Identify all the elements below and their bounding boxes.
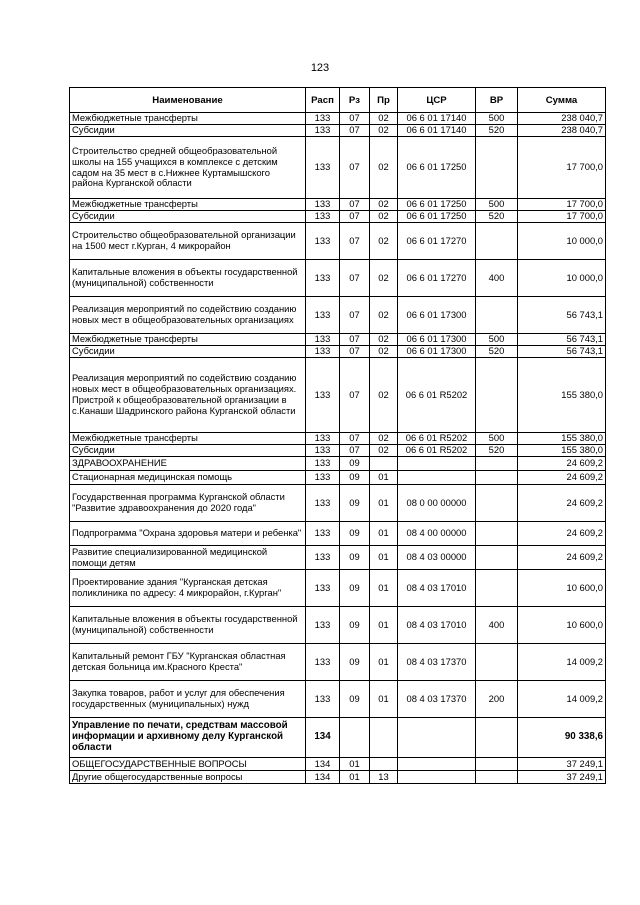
table-row (70, 334, 606, 346)
cell-rz: 09 (340, 570, 370, 607)
cell-rz: 01 (340, 758, 370, 771)
cell-rz: 07 (340, 199, 370, 211)
cell-rasp: 133 (306, 546, 340, 570)
cell-csr: 06 6 01 R5202 (398, 433, 476, 445)
cell-rz: 07 (340, 113, 370, 125)
cell-vr (476, 546, 518, 570)
cell-vr: 520 (476, 211, 518, 223)
cell-name: Подпрограмма "Охрана здоровья матери и ребенка" (70, 522, 306, 546)
table-row (70, 471, 606, 485)
table-row (70, 137, 606, 199)
cell-rasp: 133 (306, 644, 340, 681)
cell-sum: 24 609,2 (518, 522, 606, 546)
cell-name: Капитальные вложения в объекты государственной (муниципальной) собственности (70, 607, 306, 644)
cell-rasp: 133 (306, 681, 340, 718)
table-row (70, 260, 606, 297)
cell-csr (398, 771, 476, 784)
cell-vr: 520 (476, 125, 518, 137)
cell-name: Субсидии (70, 211, 306, 223)
cell-sum: 56 743,1 (518, 346, 606, 358)
header-csr: ЦСР (398, 88, 476, 113)
header-rasp: Расп (306, 88, 340, 113)
cell-sum: 56 743,1 (518, 334, 606, 346)
cell-pr: 13 (370, 771, 398, 784)
cell-pr: 02 (370, 433, 398, 445)
cell-rasp: 133 (306, 137, 340, 199)
cell-csr: 06 6 01 17140 (398, 125, 476, 137)
cell-name: Другие общегосударственные вопросы (70, 771, 306, 784)
cell-pr: 02 (370, 125, 398, 137)
cell-csr: 06 6 01 17270 (398, 223, 476, 260)
cell-sum: 17 700,0 (518, 137, 606, 199)
cell-vr (476, 570, 518, 607)
cell-rz: 07 (340, 346, 370, 358)
cell-name: ЗДРАВООХРАНЕНИЕ (70, 457, 306, 471)
cell-vr (476, 457, 518, 471)
cell-rasp: 133 (306, 570, 340, 607)
cell-vr (476, 137, 518, 199)
cell-sum: 17 700,0 (518, 211, 606, 223)
cell-sum: 24 609,2 (518, 546, 606, 570)
table-row (70, 125, 606, 137)
cell-sum: 238 040,7 (518, 125, 606, 137)
cell-name: Закупка товаров, работ и услуг для обеспечения государственных (муниципальных) нужд (70, 681, 306, 718)
cell-rasp: 133 (306, 358, 340, 433)
cell-sum: 14 009,2 (518, 644, 606, 681)
cell-rz: 07 (340, 358, 370, 433)
cell-csr: 06 6 01 17250 (398, 211, 476, 223)
cell-rz: 09 (340, 471, 370, 485)
cell-rz: 09 (340, 457, 370, 471)
cell-pr: 01 (370, 607, 398, 644)
cell-sum: 155 380,0 (518, 358, 606, 433)
header-sum: Сумма (518, 88, 606, 113)
cell-rz: 07 (340, 125, 370, 137)
cell-sum: 155 380,0 (518, 433, 606, 445)
cell-csr: 08 4 03 00000 (398, 546, 476, 570)
cell-pr: 01 (370, 485, 398, 522)
cell-csr (398, 758, 476, 771)
cell-vr (476, 471, 518, 485)
cell-rz: 09 (340, 607, 370, 644)
cell-name: Проектирование здания "Курганская детская поликлиника по адресу: 4 микрорайон, г.Курган" (70, 570, 306, 607)
table-row (70, 681, 606, 718)
cell-vr (476, 522, 518, 546)
table-row (70, 223, 606, 260)
cell-sum: 24 609,2 (518, 457, 606, 471)
cell-name: Капитальный ремонт ГБУ "Курганская областная детская больница им.Красного Креста" (70, 644, 306, 681)
cell-vr: 400 (476, 607, 518, 644)
cell-sum: 37 249,1 (518, 758, 606, 771)
cell-pr: 02 (370, 223, 398, 260)
cell-name: Субсидии (70, 346, 306, 358)
cell-rz: 07 (340, 433, 370, 445)
cell-rasp: 134 (306, 758, 340, 771)
cell-rz: 07 (340, 137, 370, 199)
table-row (70, 445, 606, 457)
cell-vr (476, 485, 518, 522)
page-number: 123 (310, 62, 330, 74)
table-row (70, 570, 606, 607)
table-row (70, 522, 606, 546)
cell-vr (476, 758, 518, 771)
cell-vr (476, 358, 518, 433)
cell-name: Реализация мероприятий по содействию созданию новых мест в общеобразовательных организациях. Пристрой к общеобразовательной организации в с.Канаши Шадринского района Курганской области (70, 358, 306, 433)
cell-pr: 02 (370, 199, 398, 211)
cell-name: Развитие специализированной медицинской помощи детям (70, 546, 306, 570)
cell-vr (476, 644, 518, 681)
cell-pr (370, 758, 398, 771)
cell-csr: 08 0 00 00000 (398, 485, 476, 522)
cell-rasp: 133 (306, 485, 340, 522)
cell-csr (398, 718, 476, 758)
cell-name: Межбюджетные трансферты (70, 199, 306, 211)
cell-csr: 08 4 03 17010 (398, 607, 476, 644)
cell-name: Стационарная медицинская помощь (70, 471, 306, 485)
cell-pr (370, 718, 398, 758)
cell-csr: 08 4 03 17370 (398, 681, 476, 718)
cell-csr: 06 6 01 17250 (398, 199, 476, 211)
cell-vr: 200 (476, 681, 518, 718)
budget-table (69, 87, 606, 784)
cell-rasp: 133 (306, 445, 340, 457)
cell-rz: 09 (340, 644, 370, 681)
table-row (70, 457, 606, 471)
cell-pr: 01 (370, 471, 398, 485)
cell-rasp: 133 (306, 471, 340, 485)
cell-csr: 08 4 00 00000 (398, 522, 476, 546)
cell-csr: 06 6 01 17300 (398, 346, 476, 358)
header-pr: Пр (370, 88, 398, 113)
cell-rz (340, 718, 370, 758)
table-row (70, 644, 606, 681)
cell-sum: 10 000,0 (518, 260, 606, 297)
cell-rasp: 134 (306, 718, 340, 758)
cell-rasp: 133 (306, 297, 340, 334)
cell-csr (398, 471, 476, 485)
cell-sum: 10 600,0 (518, 607, 606, 644)
cell-pr: 02 (370, 137, 398, 199)
cell-sum: 10 000,0 (518, 223, 606, 260)
cell-csr (398, 457, 476, 471)
cell-pr: 01 (370, 681, 398, 718)
cell-rz: 07 (340, 445, 370, 457)
cell-rasp: 133 (306, 211, 340, 223)
cell-rz: 09 (340, 522, 370, 546)
cell-rz: 09 (340, 681, 370, 718)
cell-sum: 10 600,0 (518, 570, 606, 607)
cell-name: Управление по печати, средствам массовой информации и архивному делу Курганской области (70, 718, 306, 758)
cell-rasp: 134 (306, 771, 340, 784)
cell-rasp: 133 (306, 199, 340, 211)
cell-vr: 500 (476, 113, 518, 125)
cell-vr: 400 (476, 260, 518, 297)
cell-pr (370, 457, 398, 471)
cell-rasp: 133 (306, 125, 340, 137)
cell-rz: 01 (340, 771, 370, 784)
cell-name: Строительство средней общеобразовательной школы на 155 учащихся в комплексе с детским садом на 35 мест в с.Нижнее Куртамышского района Курганской области (70, 137, 306, 199)
cell-pr: 02 (370, 297, 398, 334)
cell-name: Субсидии (70, 125, 306, 137)
cell-pr: 01 (370, 570, 398, 607)
table-row (70, 199, 606, 211)
cell-vr: 500 (476, 334, 518, 346)
table-header-row (70, 88, 606, 113)
cell-csr: 08 4 03 17370 (398, 644, 476, 681)
table-row (70, 607, 606, 644)
cell-rasp: 133 (306, 223, 340, 260)
cell-sum: 24 609,2 (518, 471, 606, 485)
cell-pr: 02 (370, 260, 398, 297)
table-row (70, 358, 606, 433)
cell-name: Строительство общеобразовательной организации на 1500 мест г.Курган, 4 микрорайон (70, 223, 306, 260)
cell-pr: 02 (370, 445, 398, 457)
cell-rasp: 133 (306, 522, 340, 546)
cell-rasp: 133 (306, 113, 340, 125)
cell-sum: 17 700,0 (518, 199, 606, 211)
cell-name: Межбюджетные трансферты (70, 433, 306, 445)
table-row (70, 211, 606, 223)
cell-rasp: 133 (306, 334, 340, 346)
table-row (70, 758, 606, 771)
cell-rasp: 133 (306, 607, 340, 644)
cell-name: Субсидии (70, 445, 306, 457)
table-row (70, 113, 606, 125)
header-rz: Рз (340, 88, 370, 113)
cell-csr: 06 6 01 17270 (398, 260, 476, 297)
cell-vr: 520 (476, 346, 518, 358)
cell-sum: 24 609,2 (518, 485, 606, 522)
table-row (70, 346, 606, 358)
cell-name: Межбюджетные трансферты (70, 334, 306, 346)
cell-pr: 01 (370, 644, 398, 681)
cell-vr: 500 (476, 199, 518, 211)
cell-pr: 02 (370, 334, 398, 346)
cell-sum: 56 743,1 (518, 297, 606, 334)
cell-rasp: 133 (306, 260, 340, 297)
cell-rasp: 133 (306, 433, 340, 445)
cell-pr: 02 (370, 211, 398, 223)
table-row (70, 546, 606, 570)
cell-name: ОБЩЕГОСУДАРСТВЕННЫЕ ВОПРОСЫ (70, 758, 306, 771)
cell-name: Государственная программа Курганской области "Развитие здравоохранения до 2020 года" (70, 485, 306, 522)
cell-rasp: 133 (306, 346, 340, 358)
cell-pr: 02 (370, 358, 398, 433)
cell-csr: 06 6 01 17300 (398, 297, 476, 334)
table-row (70, 718, 606, 758)
cell-vr: 520 (476, 445, 518, 457)
cell-pr: 02 (370, 113, 398, 125)
cell-vr (476, 718, 518, 758)
cell-name: Межбюджетные трансферты (70, 113, 306, 125)
cell-csr: 06 6 01 17300 (398, 334, 476, 346)
table-row (70, 297, 606, 334)
cell-rz: 07 (340, 297, 370, 334)
cell-pr: 01 (370, 522, 398, 546)
table-row (70, 485, 606, 522)
cell-vr (476, 771, 518, 784)
cell-rz: 09 (340, 485, 370, 522)
cell-rz: 07 (340, 260, 370, 297)
cell-vr: 500 (476, 433, 518, 445)
cell-sum: 14 009,2 (518, 681, 606, 718)
cell-vr (476, 297, 518, 334)
cell-csr: 06 6 01 17140 (398, 113, 476, 125)
cell-name: Реализация мероприятий по содействию созданию новых мест в общеобразовательных организациях (70, 297, 306, 334)
cell-rasp: 133 (306, 457, 340, 471)
table-row (70, 433, 606, 445)
table-body (70, 113, 606, 784)
cell-rz: 07 (340, 223, 370, 260)
cell-sum: 37 249,1 (518, 771, 606, 784)
cell-csr: 06 6 01 R5202 (398, 445, 476, 457)
cell-sum: 90 338,6 (518, 718, 606, 758)
cell-csr: 08 4 03 17010 (398, 570, 476, 607)
cell-sum: 155 380,0 (518, 445, 606, 457)
cell-csr: 06 6 01 R5202 (398, 358, 476, 433)
cell-pr: 02 (370, 346, 398, 358)
cell-rz: 07 (340, 334, 370, 346)
cell-vr (476, 223, 518, 260)
cell-csr: 06 6 01 17250 (398, 137, 476, 199)
cell-rz: 07 (340, 211, 370, 223)
cell-pr: 01 (370, 546, 398, 570)
cell-sum: 238 040,7 (518, 113, 606, 125)
header-vr: ВР (476, 88, 518, 113)
cell-rz: 09 (340, 546, 370, 570)
cell-name: Капитальные вложения в объекты государственной (муниципальной) собственности (70, 260, 306, 297)
header-name: Наименование (70, 88, 306, 113)
table-row (70, 771, 606, 784)
